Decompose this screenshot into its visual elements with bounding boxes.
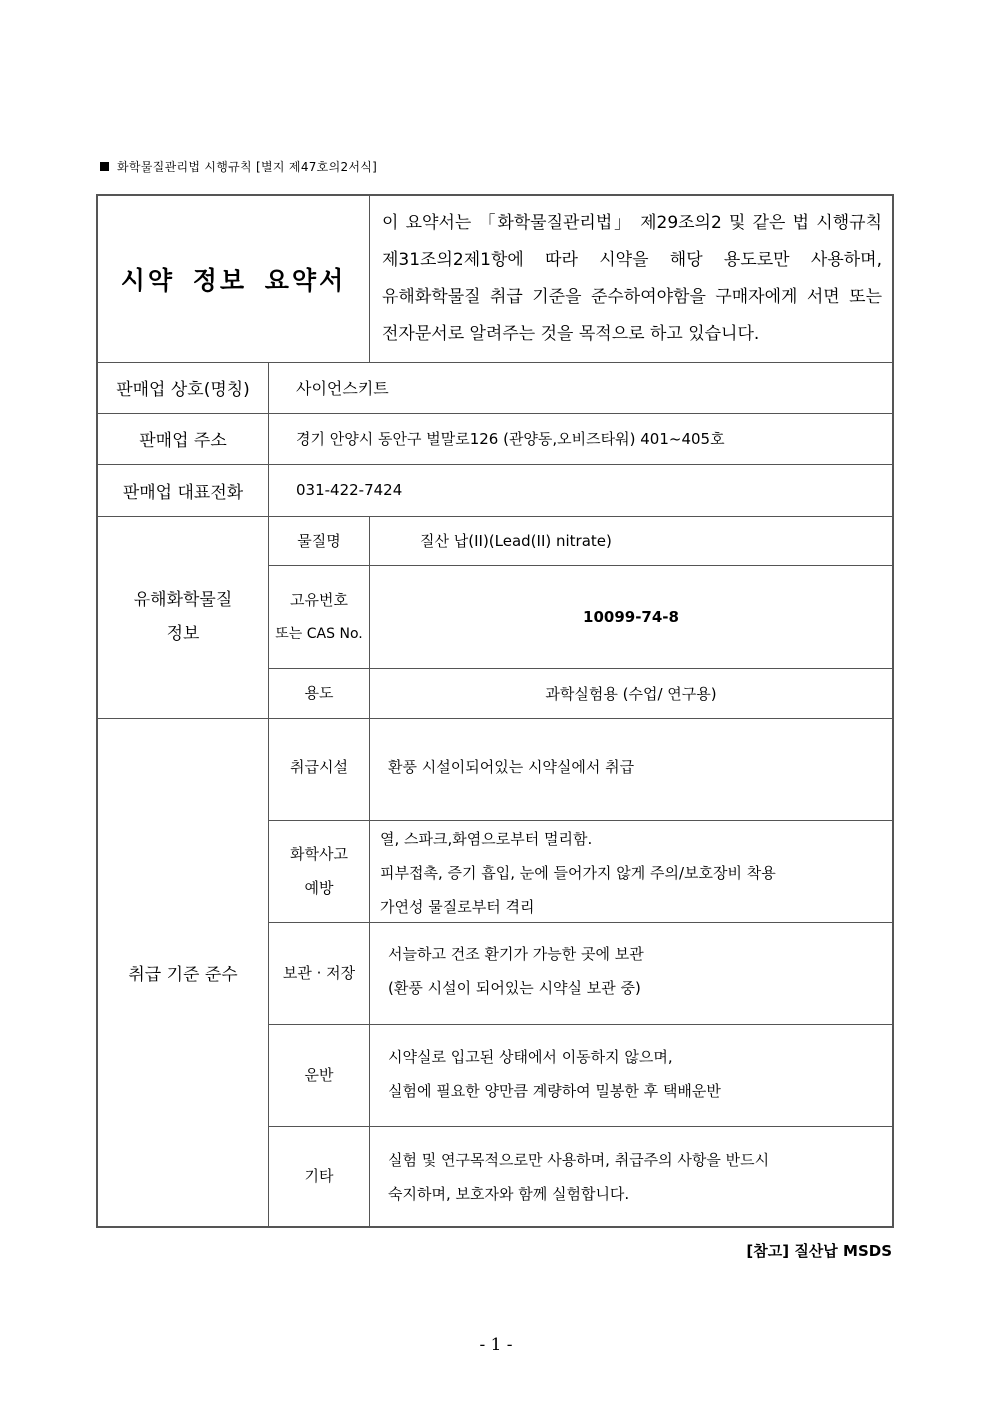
prevention-value: 열, 스파크,화염으로부터 멀리함. 피부접촉, 증기 흡입, 눈에 들어가지 않게 주의/보호장비 착용 가연성 물질로부터 격리 xyxy=(380,830,776,916)
seller-phone-value: 031-422-7424 xyxy=(296,481,403,499)
page-number: - 1 - xyxy=(479,1335,513,1355)
square-bullet-icon xyxy=(100,162,109,171)
form-code: 화학물질관리법 시행규칙 [별지 제47호의2서식] xyxy=(100,158,377,175)
other-label: 기타 xyxy=(304,1167,334,1185)
use-value: 과학실험용 (수업/ 연구용) xyxy=(545,684,717,703)
transport-value: 시약실로 입고된 상태에서 이동하지 않으며, 실험에 필요한 양만큼 계량하여 밀봉한 후 택배운반 xyxy=(388,1048,721,1100)
storage-value: 서늘하고 건조 환기가 가능한 곳에 보관 (환풍 시설이 되어있는 시약실 보관 중) xyxy=(388,945,644,997)
substance-name-label: 물질명 xyxy=(297,531,341,550)
transport-label: 운반 xyxy=(304,1066,334,1084)
prevention-label: 화학사고 예방 xyxy=(290,845,348,897)
other-value: 실험 및 연구목적으로만 사용하며, 취급주의 사항을 반드시 숙지하며, 보호자와 함께 실험합니다. xyxy=(388,1151,770,1203)
summary-form-table xyxy=(96,194,894,1228)
facility-label: 취급시설 xyxy=(290,758,348,776)
cas-number-value: 10099-74-8 xyxy=(583,607,679,626)
seller-phone-label: 판매업 대표전화 xyxy=(122,482,244,503)
seller-address-value: 경기 안양시 동안구 벌말로126 (관양동,오비즈타워) 401~405호 xyxy=(296,430,725,448)
seller-address-label: 판매업 주소 xyxy=(139,431,227,451)
seller-name-value: 사이언스키트 xyxy=(296,379,389,398)
facility-value: 환풍 시설이되어있는 시약실에서 취급 xyxy=(388,758,635,776)
substance-section-label: 유해화학물질 정보 xyxy=(133,590,233,644)
intro-text: 이 요약서는 「화학물질관리법」 제29조의2 및 같은 법 시행규칙 제31조의2제1항에 따라 시약을 해당 용도로만 사용하며, 유해화학물질 취급 기준을 준수하여야함을 구매자에게 서면 또는 전자문서로 알려주는 것을 목적으로 하고 있습니다. xyxy=(382,213,882,344)
document-title: 시약 정보 요약서 xyxy=(120,266,347,295)
storage-label: 보관 · 저장 xyxy=(282,964,356,982)
handling-section-label: 취급 기준 준수 xyxy=(128,964,238,985)
substance-name-value: 질산 납(II)(Lead(II) nitrate) xyxy=(420,532,612,550)
cas-label: 고유번호 또는 CAS No. xyxy=(275,590,363,642)
use-label: 용도 xyxy=(304,684,334,702)
seller-name-label: 판매업 상호(명칭) xyxy=(116,380,250,400)
reference-note: [참고] 질산납 MSDS xyxy=(746,1242,892,1260)
